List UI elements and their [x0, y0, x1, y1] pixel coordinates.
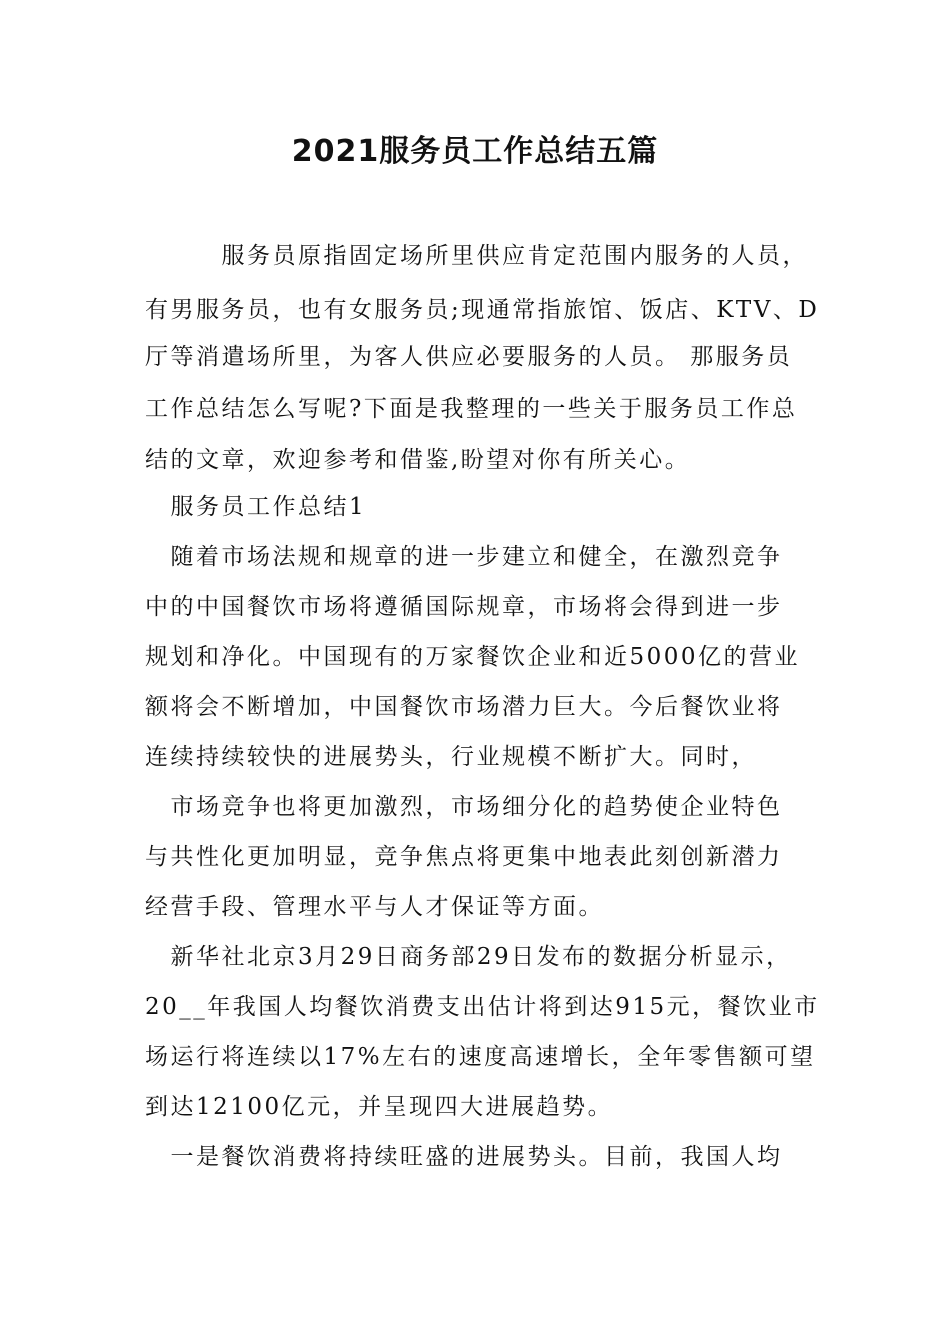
body-line: 经营手段、管理水平与人才保证等方面。 [145, 894, 604, 920]
body-line: 20__年我国人均餐饮消费支出估计将到达915元，餐饮业市 [145, 994, 820, 1020]
section-heading: 服务员工作总结1 [145, 494, 367, 520]
body-line: 场运行将连续以17%左右的速度高速增长，全年零售额可望 [145, 1044, 816, 1070]
body-line: 额将会不断增加，中国餐饮市场潜力巨大。今后餐饮业将 [145, 694, 783, 720]
body-line: 中的中国餐饮市场将遵循国际规章，市场将会得到进一步 [145, 594, 783, 620]
body-line: 一是餐饮消费将持续旺盛的进展势头。目前，我国人均 [145, 1144, 783, 1170]
body-line: 连续持续较快的进展势头，行业规模不断扩大。同时， [145, 744, 757, 770]
body-line: 规划和净化。中国现有的万家餐饮企业和近5000亿的营业 [145, 644, 801, 670]
body-line: 厅等消遣场所里，为客人供应必要服务的人员。 那服务员 [145, 344, 793, 370]
body-line: 与共性化更加明显，竞争焦点将更集中地表此刻创新潜力 [145, 844, 783, 870]
body-line: 市场竞争也将更加激烈，市场细分化的趋势使企业特色 [145, 794, 783, 820]
body-line: 到达12100亿元，并呈现四大进展趋势。 [145, 1094, 614, 1120]
document-title: 2021服务员工作总结五篇 [291, 134, 659, 169]
body-line: 工作总结怎么写呢?下面是我整理的一些关于服务员工作总 [145, 396, 798, 422]
body-line: 有男服务员，也有女服务员;现通常指旅馆、饭店、KTV、D [145, 297, 820, 323]
body-line: 新华社北京3月29日商务部29日发布的数据分析显示， [145, 944, 792, 970]
body-line: 随着市场法规和规章的进一步建立和健全，在激烈竞争 [145, 544, 783, 570]
body-line: 结的文章，欢迎参考和借鉴,盼望对你有所关心。 [145, 447, 691, 473]
body-line: 服务员原指固定场所里供应肯定范围内服务的人员， [145, 243, 808, 269]
